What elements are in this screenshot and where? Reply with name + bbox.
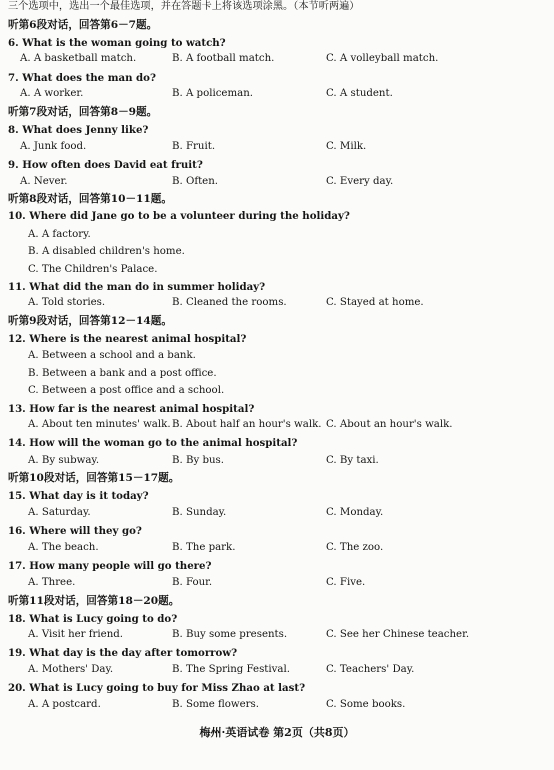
- section-header: 听第11段对话，回答第18－20题。: [8, 595, 180, 607]
- option-c: C. See her Chinese teacher.: [326, 629, 470, 640]
- option-b: B. Fruit.: [172, 141, 216, 152]
- section-header: 听第6段对话，回答第6－7题。: [8, 19, 158, 31]
- question-16: 16. Where will they go?: [8, 525, 142, 537]
- option-a: A. A factory.: [28, 229, 91, 240]
- option-c: C. Milk.: [326, 141, 367, 152]
- option-a: A. Visit her friend.: [28, 629, 124, 640]
- option-c: C. Monday.: [326, 507, 384, 518]
- option-c: C. Five.: [326, 577, 366, 588]
- question-15: 15. What day is it today?: [8, 490, 149, 502]
- option-c: C. A volleyball match.: [326, 53, 439, 64]
- question-9: 9. How often does David eat fruit?: [8, 159, 203, 171]
- option-a: A. A postcard.: [28, 699, 101, 710]
- option-a: A. Between a school and a bank.: [28, 350, 196, 361]
- option-b: B. The park.: [172, 542, 236, 553]
- option-b: B. The Spring Festival.: [172, 664, 290, 675]
- option-a: A. The beach.: [28, 542, 99, 553]
- option-a: A. Saturday.: [28, 507, 91, 518]
- option-a: A. Mothers' Day.: [28, 664, 114, 675]
- question-20: 20. What is Lucy going to buy for Miss Zhao at last?: [8, 682, 306, 694]
- option-a: A. Told stories.: [28, 297, 106, 308]
- option-c: C. Some books.: [326, 699, 406, 710]
- section-header: 听第8段对话，回答第10－11题。: [8, 193, 172, 205]
- question-11: 11. What did the man do in summer holiday?: [8, 281, 266, 293]
- section-header: 听第9段对话，回答第12－14题。: [8, 315, 172, 327]
- option-b: B. Four.: [172, 577, 213, 588]
- question-13: 13. How far is the nearest animal hospital?: [8, 403, 255, 415]
- option-a: A. Junk food.: [20, 141, 87, 152]
- question-17: 17. How many people will go there?: [8, 560, 212, 572]
- section-header: 听第10段对话，回答第15－17题。: [8, 472, 180, 484]
- option-b: B. Often.: [172, 176, 219, 187]
- option-a: A. Three.: [28, 577, 76, 588]
- option-c: C. Every day.: [326, 176, 394, 187]
- option-b: B. About half an hour's walk.: [172, 419, 322, 430]
- option-b: B. Sunday.: [172, 507, 227, 518]
- question-6: 6. What is the woman going to watch?: [8, 37, 226, 49]
- option-a: A. A worker.: [20, 88, 84, 99]
- option-c: C. Stayed at home.: [326, 297, 424, 308]
- page-footer: 梅州·英语试卷 第2页（共8页）: [199, 726, 355, 739]
- option-c: C. A student.: [326, 88, 393, 99]
- option-c: C. About an hour's walk.: [326, 419, 453, 430]
- option-c: C. Teachers' Day.: [326, 664, 415, 675]
- option-b: B. By bus.: [172, 455, 224, 466]
- question-12: 12. Where is the nearest animal hospital?: [8, 333, 247, 345]
- option-b: B. Cleaned the rooms.: [172, 297, 287, 308]
- option-a: A. By subway.: [28, 455, 100, 466]
- option-b: B. A football match.: [172, 53, 275, 64]
- question-7: 7. What does the man do?: [8, 72, 156, 84]
- option-b: B. Buy some presents.: [172, 629, 288, 640]
- section-header: 听第7段对话，回答第8－9题。: [8, 106, 158, 118]
- question-10: 10. Where did Jane go to be a volunteer during the holiday?: [8, 210, 350, 222]
- option-c: C. By taxi.: [326, 455, 379, 466]
- option-c: C. The Children's Palace.: [28, 264, 158, 275]
- option-b: B. Between a bank and a post office.: [28, 368, 217, 379]
- question-19: 19. What day is the day after tomorrow?: [8, 647, 238, 659]
- option-a: A. Never.: [20, 176, 68, 187]
- question-18: 18. What is Lucy going to do?: [8, 613, 178, 625]
- question-14: 14. How will the woman go to the animal hospital?: [8, 437, 298, 449]
- option-b: B. A disabled children's home.: [28, 246, 185, 257]
- option-c: C. The zoo.: [326, 542, 384, 553]
- option-b: B. Some flowers.: [172, 699, 260, 710]
- option-c: C. Between a post office and a school.: [28, 385, 225, 396]
- option-b: B. A policeman.: [172, 88, 253, 99]
- instruction-text: 三个选项中，选出一个最佳选项，并在答题卡上将该选项涂黑。（本节听两遍）: [8, 1, 360, 12]
- question-8: 8. What does Jenny like?: [8, 124, 149, 136]
- option-a: A. About ten minutes' walk.: [28, 419, 171, 430]
- option-a: A. A basketball match.: [20, 53, 137, 64]
